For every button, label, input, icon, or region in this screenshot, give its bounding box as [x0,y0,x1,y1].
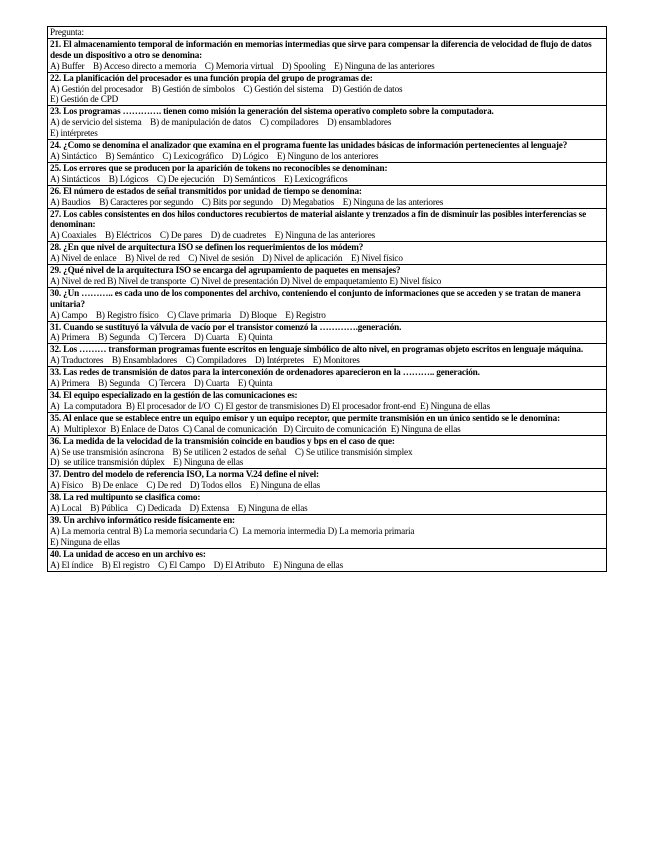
question-row [48,390,607,413]
question-options: A) Sintáctico B) Semántico C) Lexicográfico D) Lógico E) Ninguno de los anteriores [50,150,379,161]
question-options: E) Ninguna de ellas [50,536,120,547]
question-stem: 31. Cuando se sustituyó la válvula de vacío por el transistor comenzó la ………….generación. [50,321,402,332]
question-cell [48,140,607,163]
question-cell [48,208,607,242]
question-options: A) Sintácticos B) Lógicos C) De ejecución D) Semánticos E) Lexicográficos [50,173,348,184]
question-options: A) Coaxiales B) Eléctricos C) De pares D) de cuadretes E) Ninguna de las anteriores [50,230,376,241]
question-stem: 37. Dentro del modelo de referencia ISO, La norma V.24 define el nivel: [50,469,319,480]
question-options: A) Buffer B) Acceso directo a memoria C) Memoria virtual D) Spooling E) Ninguna de las anteriores [50,60,435,71]
question-cell [48,514,607,548]
question-options: A) La memoria central B) La memoria secundaria C) La memoria intermedia D) La memoria primaria [50,525,415,536]
question-options: A) Primera B) Segunda C) Tercera D) Cuarta E) Quinta [50,332,273,343]
question-cell [48,344,607,367]
question-stem: 22. La planificación del procesador es una función propia del grupo de programas de: [50,72,373,83]
question-stem: 25. Los errores que se producen por la aparición de tokens no reconocibles se denominan: [50,162,388,173]
question-options: A) de servicio del sistema B) de manipulación de datos C) compiladores D) ensambladores [50,117,392,128]
question-stem: 28. ¿En que nivel de arquitectura ISO se definen los requerimientos de los módem? [50,242,364,253]
question-options: A) Campo B) Registro físico C) Clave primaria D) Bloque E) Registro [50,309,326,320]
question-options: A) Traductores B) Ensambladores C) Compiladores D) Intérpretes E) Monitores [50,355,360,366]
question-stem: 29. ¿Qué nivel de la arquitectura ISO se encarga del agrupamiento de paquetes en mensajes? [50,265,401,276]
question-cell [48,106,607,140]
question-row [48,435,607,469]
question-stem: 34. El equipo especializado en la gestión de las comunicaciones es: [50,390,298,400]
question-row [48,548,607,571]
question-cell [48,492,607,515]
question-stem: 21. El almacenamiento temporal de información en memorias intermedias que sirve para compensar la diferencia de velocidad de flujo de datos desde un dispositivo a otro se denomina: [50,38,592,60]
table-header-row [48,27,607,39]
question-stem: 26. El número de estados de señal transmitidos por unidad de tiempo se denomina: [50,185,362,196]
question-stem: 40. La unidad de acceso en un archivo es: [50,548,206,559]
question-options: A) Nivel de red B) Nivel de transporte C) Nivel de presentación D) Nivel de empaquetamiento E) Nivel físico [50,275,442,286]
question-cell [48,72,607,106]
question-row [48,72,607,106]
question-options: A) Físico B) De enlace C) De red D) Todos ellos E) Ninguna de ellas [50,480,321,491]
question-row [48,412,607,435]
question-row [48,321,607,344]
question-options: D) se utilice transmisión dúplex E) Ninguna de ellas [50,457,244,468]
question-stem: 33. Las redes de transmisión de datos para la interconexión de ordenadores aparecieron en la ……….. generación. [50,367,480,378]
header-cell: Pregunta: [48,27,607,39]
question-row [48,265,607,288]
question-stem: 39. Un archivo informático reside físicamente en: [50,514,235,525]
question-options: A) Nivel de enlace B) Nivel de red C) Nivel de sesión D) Nivel de aplicación E) Nivel físico [50,253,403,264]
question-stem: 32. Los ……… transforman programas fuente escritos en lenguaje simbólico de alto nivel, en programas objeto escritos en lenguaje máquina. [50,344,584,355]
question-options: A) El índice B) El registro C) El Campo D) El Atributo E) Ninguna de ellas [50,559,344,570]
question-options: E) Gestión de CPD [50,94,119,105]
question-cell [48,412,607,435]
question-row [48,469,607,492]
question-cell [48,367,607,390]
question-stem: 30. ¿Un ……….. es cada uno de los componentes del archivo, conteniendo el conjunto de informaciones que se acceden y se tratan de manera unitaria? [50,287,581,309]
question-cell [48,185,607,208]
question-row [48,514,607,548]
question-options: A) Local B) Pública C) Dedicada D) Extensa E) Ninguna de ellas [50,503,308,514]
question-stem: 38. La red multipunto se clasifica como: [50,492,201,503]
question-options: A) Primera B) Segunda C) Tercera D) Cuarta E) Quinta [50,378,273,389]
question-row [48,185,607,208]
question-options: A) Multiplexor B) Enlace de Datos C) Canal de comunicación D) Circuito de comunicación E) Ninguna de ellas [50,423,461,434]
question-options: A) Gestión del procesador B) Gestión de símbolos C) Gestión del sistema D) Gestión de datos [50,83,403,94]
question-options: E) intérpretes [50,128,98,139]
question-row [48,208,607,242]
question-table [47,26,607,572]
question-cell [48,321,607,344]
question-cell [48,469,607,492]
question-options: A) Baudios B) Caracteres por segundo C) Bits por segundo D) Megabatios E) Ninguna de las anteriores [50,196,444,207]
question-cell [48,38,607,72]
question-cell [48,548,607,571]
question-row [48,106,607,140]
question-options: A) La computadora B) El procesador de I/O C) El gestor de transmisiones D) El procesador front-end E) Ninguna de ellas [50,400,490,411]
question-cell [48,435,607,469]
question-cell [48,162,607,185]
question-row [48,140,607,163]
question-stem: 35. Al enlace que se establece entre un equipo emisor y un equipo receptor, que permite transmisión en un único sentido se le denomina: [50,412,560,423]
question-cell [48,265,607,288]
question-row [48,242,607,265]
question-stem: 24. ¿Como se denomina el analizador que examina en el programa fuente las unidades básicas de información pertenecientes al lenguaje? [50,140,568,151]
question-cell [48,390,607,413]
question-row [48,38,607,72]
question-row [48,287,607,321]
question-row [48,344,607,367]
question-row [48,367,607,390]
question-row [48,162,607,185]
question-stem: 36. La medida de la velocidad de la transmisión coincide en baudios y bps en el caso de que: [50,435,395,446]
question-row [48,492,607,515]
question-cell [48,287,607,321]
question-stem: 23. Los programas …………. tienen como misión la generación del sistema operativo completo sobre la computadora. [50,106,494,117]
question-options: A) Se use transmisión asíncrona B) Se utilicen 2 estados de señal C) Se utilice transmisión simplex [50,446,413,457]
question-stem: 27. Los cables consistentes en dos hilos conductores recubiertos de material aislante y trenzados a fin de disminuir las posibles interferencias se denominan: [50,208,587,230]
question-cell [48,242,607,265]
exam-sheet [47,26,607,572]
